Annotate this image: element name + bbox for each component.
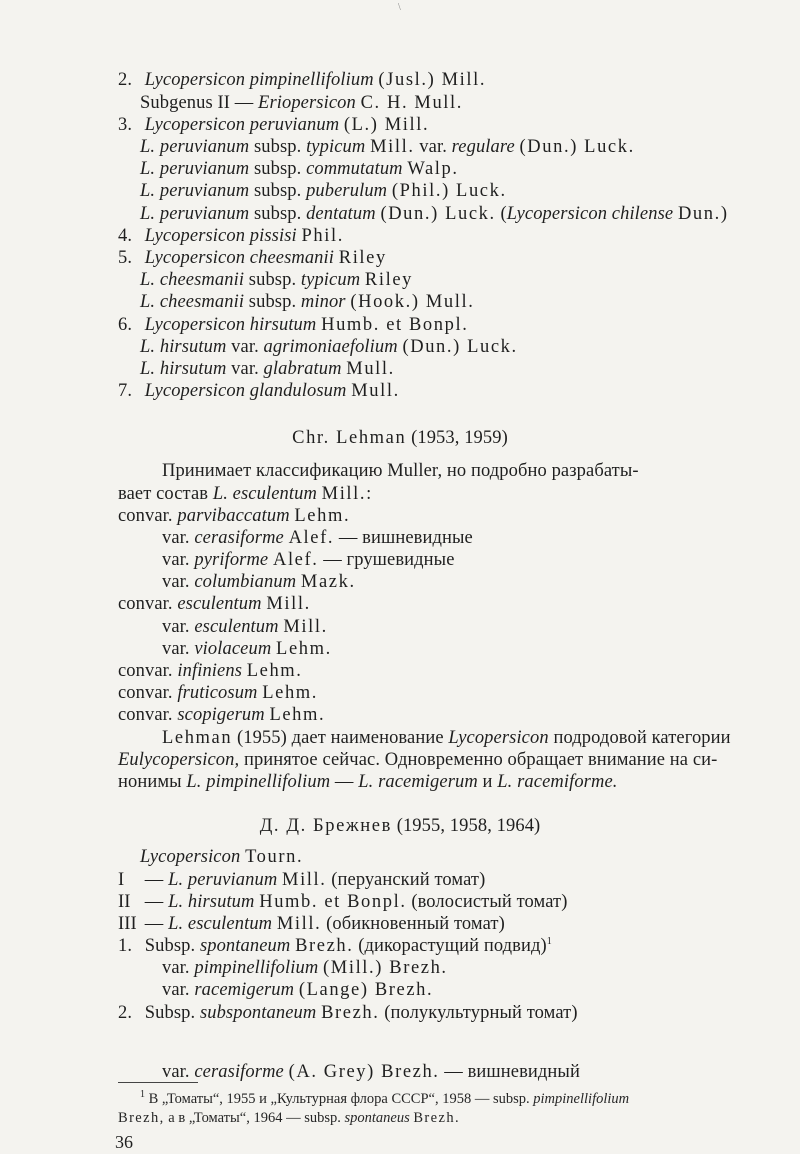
list-item: 3. Lycopersicon peruvianum (L.) Mill. <box>118 114 430 135</box>
table-row: convar. infiniens Lehm. <box>118 661 303 682</box>
list-item: L. hirsutum var. agrimoniaefolium (Dun.) Luck. <box>140 336 518 357</box>
list-item: L. peruvianum subsp. commutatum Walp. <box>140 159 459 180</box>
list-item: var. cerasiforme (A. Grey) Brezh. — вишневидный <box>162 1062 580 1082</box>
page-number: 36 <box>115 1132 133 1152</box>
list-item: 6. Lycopersicon hirsutum Humb. et Bonpl. <box>118 314 469 335</box>
table-row: var. pyriforme Alef. — грушевидные <box>162 550 455 571</box>
list-item: 4. Lycopersicon pissisi Phil. <box>118 225 344 246</box>
footnote-line: Brezh, а в „Томаты“, 1964 — subsp. spontaneus Brezh. <box>118 1110 461 1126</box>
list-item: L. cheesmanii subsp. minor (Hook.) Mull. <box>140 292 475 313</box>
genus-line: Lycopersicon Tourn. <box>140 847 304 868</box>
section-heading: Chr. Lehman (1953, 1959) <box>292 428 508 449</box>
list-item: II — L. hirsutum Humb. et Bonpl. (волосистый томат) <box>118 891 568 912</box>
list-item: I — L. peruvianum Mill. (перуанский томат) <box>118 869 486 890</box>
list-item: L. peruvianum subsp. puberulum (Phil.) Luck. <box>140 181 507 202</box>
list-item: 2. Lycopersicon pimpinellifolium (Jusl.) Mill. <box>118 70 487 91</box>
list-item: 1. Subsp. spontaneum Brezh. (дикорастущий подвид)$^1$ <box>118 935 552 957</box>
list-item: 7. Lycopersicon glandulosum Mull. <box>118 381 400 402</box>
scan-mark: \ <box>398 2 401 13</box>
paragraph-line: Eulycopersicon, принятое сейчас. Одновременно обращает внимание на си- <box>118 749 718 770</box>
list-item: var. racemigerum (Lange) Brezh. <box>162 980 434 1001</box>
footnote-ref: 1 <box>546 935 552 947</box>
paragraph-line: Lehman (1955) дает наименование Lycopersicon подродовой категории <box>162 727 731 748</box>
list-item: 2. Subsp. subspontaneum Brezh. (полукультурный томат) <box>118 1002 578 1023</box>
list-item: var. pimpinellifolium (Mill.) Brezh. <box>162 958 448 979</box>
footnote-line: $^1$ В „Томаты“, 1955 и „Культурная флора СССР“, 1958 — subsp. pimpinellifolium <box>140 1089 630 1107</box>
list-item: Subgenus II — Eriopersicon C. H. Mull. <box>140 92 463 113</box>
table-row: var. esculentum Mill. <box>162 616 328 637</box>
list-item: L. peruvianum subsp. typicum Mill. var. regulare (Dun.) Luck. <box>140 137 635 158</box>
table-row: convar. esculentum Mill. <box>118 594 311 615</box>
list-item: L. hirsutum var. glabratum Mull. <box>140 359 395 379</box>
paragraph-line: вает состав L. esculentum Mill.: <box>118 483 373 504</box>
paragraph-line: Принимает классификацию Muller, но подробно разрабаты- <box>162 461 639 482</box>
table-row: convar. fruticosum Lehm. <box>118 683 319 704</box>
table-row: var. violaceum Lehm. <box>162 638 332 659</box>
list-item: L. cheesmanii subsp. typicum Riley <box>140 270 413 291</box>
table-row: var. cerasiforme Alef. — вишневидные <box>162 527 473 548</box>
paragraph-line: нонимы L. pimpinellifolium — L. racemigerum и L. racemiforme. <box>118 772 618 793</box>
list-item: L. peruvianum subsp. dentatum (Dun.) Luck. (Lycopersicon chilense Dun.) <box>140 203 729 224</box>
table-row: convar. scopigerum Lehm. <box>118 705 326 726</box>
section-heading: Д. Д. Брежнев (1955, 1958, 1964) <box>259 816 541 837</box>
table-row: var. columbianum Mazk. <box>162 572 356 593</box>
list-item: III — L. esculentum Mill. (обикновенный томат) <box>118 913 505 934</box>
table-row: convar. parvibaccatum Lehm. <box>118 505 351 526</box>
list-item: 5. Lycopersicon cheesmanii Riley <box>118 248 387 269</box>
